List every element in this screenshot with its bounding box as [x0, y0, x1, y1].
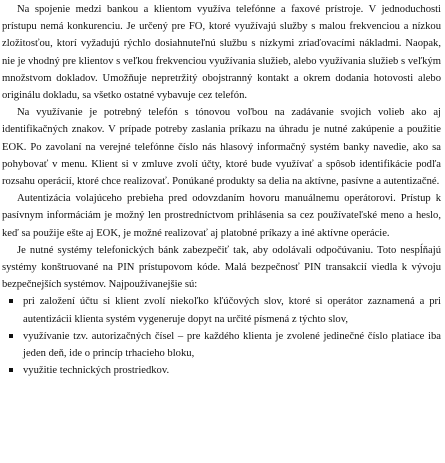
paragraph-authentication: Autentizácia volajúceho prebieha pred odovzdaním hovoru manuálnemu operátorovi. Prístup k pasívnym informáciám je možný len prostredníctvom prihlásenia sa cez používateľské meno a heslo, keď sa použije ešte aj EOK, je možné realizovať aj platobné príkazy a iné aktívne operácie.	[2, 193, 441, 239]
list-item-text: využitie technických prostriedkov.	[23, 365, 170, 377]
list-item	[22, 362, 441, 379]
square-bullet-icon	[9, 368, 13, 372]
square-bullet-icon	[9, 334, 13, 338]
paragraph-usage-requirements: Na využívanie je potrebný telefón s tónovou voľbou na zadávanie svojich volieb ako aj identifikačných znakov. V prípade potreby zaslania príkazu na úhradu je nutné zakúpenie a použitie EOK. Po zavolaní na verejné telefónne číslo nás hlasový informačný systém banky navedie, ako sa pohybovať v menu. Klient si v zmluve zvolí účty, ktoré bude využívať a spôsob identifikácie podľa rozsahu operácií, ktoré chce realizovať. Ponúkané produkty sa delia na aktívne, pasívne a autentizačné.	[2, 107, 441, 188]
paragraph-telephone-banking-intro: Na spojenie medzi bankou a klientom využíva telefónne a faxové prístroje. V jednoduchosti prístupu nemá konkurenciu. Je určený pre FO, ktoré využívajú služby s malou frekvenciou a nízkou zložitosťou, ktorí vyžadujú rýchlo dosiahnuteľnú službu s nízkymi zriaďovacími nákladmi. Naopak, nie je vhodný pre klientov s veľkou frekvenciou využívania služieb, alebo využívania služieb s veľkým množstvom dokladov. Umožňuje nepretržitý obojstranný kontakt a okrem dodania hotovosti alebo originálu dokladu, sa všetko ostatné vybavuje cez telefón.	[2, 4, 441, 102]
list-item	[22, 293, 441, 327]
square-bullet-icon	[9, 299, 13, 303]
list-item-text: využívanie tzv. autorizačných čísel – pre každého klienta je zvolené jedinečné číslo platiace iba jeden deň, ide o princíp trhacieho bloku,	[23, 330, 441, 360]
security-methods-list	[2, 293, 441, 379]
list-item-text: pri založení účtu si klient zvolí niekoľko kľúčových slov, ktoré si operátor zaznamená a pri autentizácii klienta systém vygeneruje dopyt na určité písmená z týchto slov,	[23, 296, 441, 325]
paragraph-security: Je nutné systémy telefonických bánk zabezpečiť tak, aby odolávali odpočúvaniu. Toto nespĺňajú systémy konštruované na PIN prístupovom kóde. Malá bezpečnosť PIN transakcií viedla k vývoju bezpečnejších systémov. Najpoužívanejšie sú:	[2, 244, 441, 291]
list-item	[22, 328, 441, 362]
